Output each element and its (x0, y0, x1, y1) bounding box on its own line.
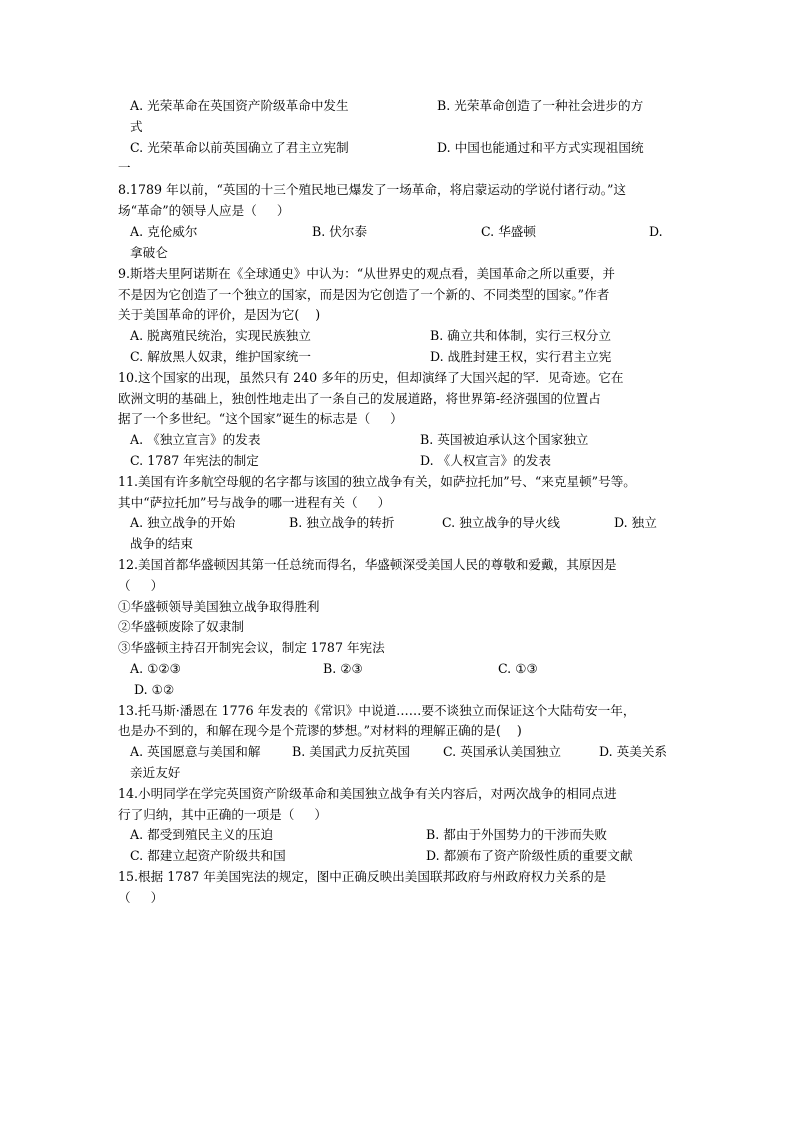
q12-stem-continued: （ ） (118, 578, 164, 593)
q12-statement-1: ①华盛顿领导美国独立战争取得胜利 (118, 599, 320, 614)
q8-option-a: A. 克伦威尔 (130, 224, 198, 239)
q11-option-a: A. 独立战争的开始 (130, 515, 236, 530)
q12-option-c: C. ①③ (498, 661, 538, 676)
q12-option-d: D. ①② (134, 682, 175, 697)
q12-option-a: A. ①②③ (130, 661, 181, 676)
q7-option-d: D. 中国也能通过和平方式实现祖国统 (437, 140, 644, 155)
q15-stem-continued: （ ） (118, 890, 164, 905)
q10-option-d: D. 《人权宣言》的发表 (420, 453, 551, 468)
q9-option-a: A. 脱离殖民统治，实现民族独立 (130, 328, 311, 343)
q9-stem-line3: 关于美国革命的评价，是因为它( ) (118, 307, 321, 322)
q9-stem-line2: 不是因为它创造了一个独立的国家，而是因为它创造了一个新的、不同类型的国家。”作者 (118, 287, 610, 302)
q7-option-a: A. 光荣革命在英国资产阶级革命中发生 (130, 98, 349, 113)
q15-stem: 15.根据 1787 年美国宪法的规定，图中正确反映出美国联邦政府与州政府权力关系的是 (118, 869, 607, 884)
q9-option-d: D. 战胜封建王权，实行君主立宪 (430, 349, 612, 364)
q8-stem: 8.1789 年以前，“英国的十三个殖民地已爆发了一场革命，将启蒙运动的学说付诸行动。”这 (118, 182, 627, 197)
q7-option-c: C. 光荣革命以前英国确立了君主立宪制 (130, 140, 349, 155)
q10-option-a: A. 《独立宣言》的发表 (130, 432, 261, 447)
q7-option-d-continued: 一 (118, 160, 131, 175)
q14-option-b: B. 都由于外国势力的干涉而失败 (426, 827, 607, 842)
q11-option-d-continued: 战争的结束 (130, 536, 193, 551)
q9-option-b: B. 确立共和体制，实行三权分立 (430, 328, 611, 343)
q8-stem-continued: 场“革命”的领导人应是（ ） (118, 203, 290, 218)
q10-stem-line2: 欧洲文明的基础上，独创性地走出了一条自己的发展道路，将世界第-经济强国的位置占 (118, 391, 601, 406)
q13-stem-continued: 也是办不到的，和解在现今是个荒谬的梦想。”对材料的理解正确的是( ) (118, 723, 522, 738)
q7-option-b-continued: 式 (130, 119, 143, 134)
q13-stem: 13.托马斯·潘恩在 1776 年发表的《常识》中说道……要不谈独立而保证这个大陆苟安一年， (118, 703, 636, 718)
q13-option-c: C. 英国承认美国独立 (443, 744, 561, 759)
q13-option-d-continued: 亲近友好 (130, 765, 181, 780)
q7-option-b: B. 光荣革命创造了一种社会进步的方 (437, 98, 644, 113)
q10-stem: 10.这个国家的出现，虽然只有 240 多年的历史，但却演绎了大国兴起的罕．见奇迹。它在 (118, 370, 624, 385)
q14-option-c: C. 都建立起资产阶级共和国 (130, 848, 286, 863)
q14-stem: 14.小明同学在学完英国资产阶级革命和美国独立战争有关内容后，对两次战争的相同点进 (118, 786, 617, 801)
q14-option-d: D. 都颁布了资产阶级性质的重要文献 (426, 848, 633, 863)
q8-option-b: B. 伏尔泰 (312, 224, 368, 239)
q8-option-d: D. (649, 224, 663, 239)
q8-option-d-continued: 拿破仑 (130, 245, 168, 260)
q12-stem: 12.美国首都华盛顿因其第一任总统而得名，华盛顿深受美国人民的尊敬和爱戴，其原因是 (118, 557, 617, 572)
q11-option-c: C. 独立战争的导火线 (442, 515, 560, 530)
q11-stem: 11.美国有许多航空母舰的名字都与该国的独立战争有关，如萨拉托加”号、“来克星顿”号等。 (118, 474, 636, 489)
q10-stem-line3: 据了一个多世纪。“这个国家”诞生的标志是（ ） (118, 411, 403, 426)
q9-stem: 9.斯塔夫里阿诺斯在《全球通史》中认为：“从世界史的观点看，美国革命之所以重要，并 (118, 266, 616, 281)
q10-option-c: C. 1787 年宪法的制定 (130, 453, 259, 468)
q12-option-b: B. ②③ (323, 661, 363, 676)
q14-stem-continued: 行了归纳，其中正确的一项是（ ） (118, 807, 327, 822)
q13-option-b: B. 美国武力反抗英国 (292, 744, 411, 759)
q10-option-b: B. 英国被迫承认这个国家独立 (420, 432, 589, 447)
q12-statement-2: ②华盛顿废除了奴隶制 (118, 619, 244, 634)
q12-statement-3: ③华盛顿主持召开制宪会议，制定 1787 年宪法 (118, 640, 385, 655)
q11-stem-continued: 其中“萨拉托加”号与战争的哪一进程有关（ ） (118, 495, 391, 510)
q11-option-d: D. 独立 (614, 515, 657, 530)
q9-option-c: C. 解放黑人奴隶，维护国家统一 (130, 349, 311, 364)
q13-option-d: D. 英美关系 (599, 744, 668, 759)
q8-option-c: C. 华盛顿 (481, 224, 536, 239)
q14-option-a: A. 都受到殖民主义的压迫 (130, 827, 274, 842)
q11-option-b: B. 独立战争的转折 (289, 515, 395, 530)
q13-option-a: A. 英国愿意与美国和解 (130, 744, 261, 759)
